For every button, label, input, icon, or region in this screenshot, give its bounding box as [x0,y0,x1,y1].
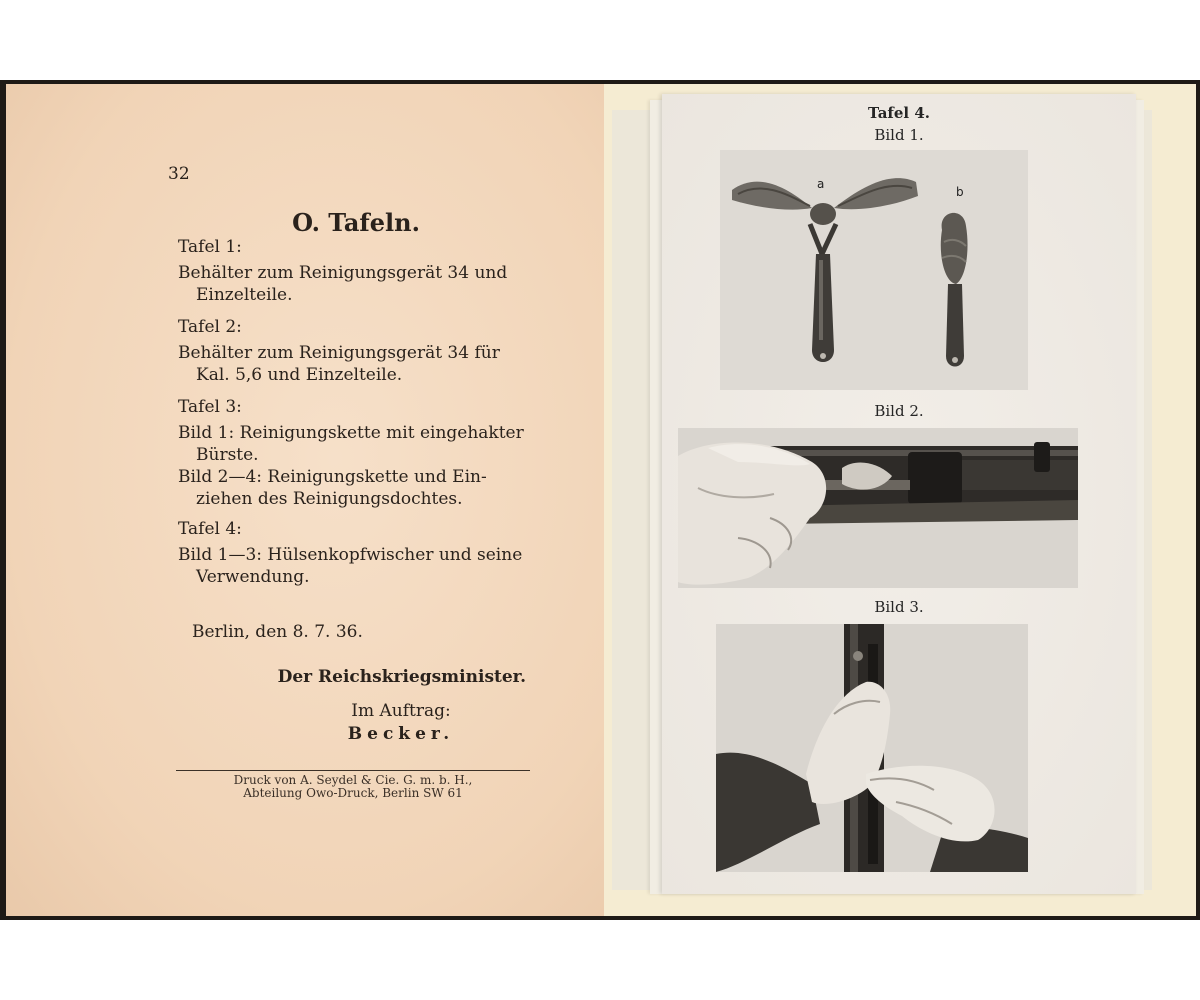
plate-entry-4 [178,518,534,588]
plate-entry-2 [178,316,534,386]
on-behalf-line: Im Auftrag: [351,701,451,721]
place-date: Berlin, den 8. 7. 36. [192,622,363,642]
plate-entry-1 [178,236,534,306]
entry-head: Tafel 3: [178,397,242,417]
plate-title: Tafel 4. [867,104,931,122]
rifle-receiver-illustration [678,428,1078,588]
entry-line: Behälter zum Reinigungsgerät 34 und [178,263,508,283]
hands-cleaning-illustration [716,624,1028,872]
signer-name: Becker. [347,724,455,744]
plate-sheet [662,94,1136,894]
figure-2-label: Bild 2. [874,402,924,420]
figure-1-photo [720,150,1028,390]
entry-line: Einzelteile. [196,285,293,305]
printer-line: Druck von A. Seydel & Cie. G. m. b. H., [233,773,473,787]
entry-line: Bild 2—4: Reinigungskette und Ein- [178,467,487,487]
figure-1-letter-b: b [956,185,964,199]
page-number: 32 [168,164,190,184]
entry-line: Bürste. [196,445,259,465]
ministry-signature-line: Der Reichskriegsminister. [277,667,526,687]
entry-line: Verwendung. [196,567,310,587]
cleaning-swab-illustration [720,150,1028,390]
printer-line: Abteilung Owo-Druck, Berlin SW 61 [243,786,463,800]
figure-3-label: Bild 3. [874,598,924,616]
entry-line: ziehen des Reinigungsdochtes. [196,489,463,509]
figure-3-photo [716,624,1028,872]
plate-entry-3 [178,396,534,510]
entry-head: Tafel 4: [178,519,242,539]
printer-divider [176,770,530,771]
printer-imprint [176,774,530,800]
entry-line: Behälter zum Reinigungsgerät 34 für [178,343,500,363]
entry-line: Kal. 5,6 und Einzelteile. [196,365,403,385]
figure-1-letter-a: a [817,177,825,191]
book-spread [0,80,1200,920]
section-title: O. Tafeln. [292,208,420,237]
left-page [6,84,604,916]
entry-head: Tafel 2: [178,317,242,337]
right-page [604,84,1196,916]
entry-line: Bild 1: Reinigungskette mit eingehakter [178,423,524,443]
entry-line: Bild 1—3: Hülsenkopfwischer und seine [178,545,523,565]
figure-1-label: Bild 1. [874,126,924,144]
entry-head: Tafel 1: [178,237,242,257]
figure-2-photo [678,428,1078,588]
